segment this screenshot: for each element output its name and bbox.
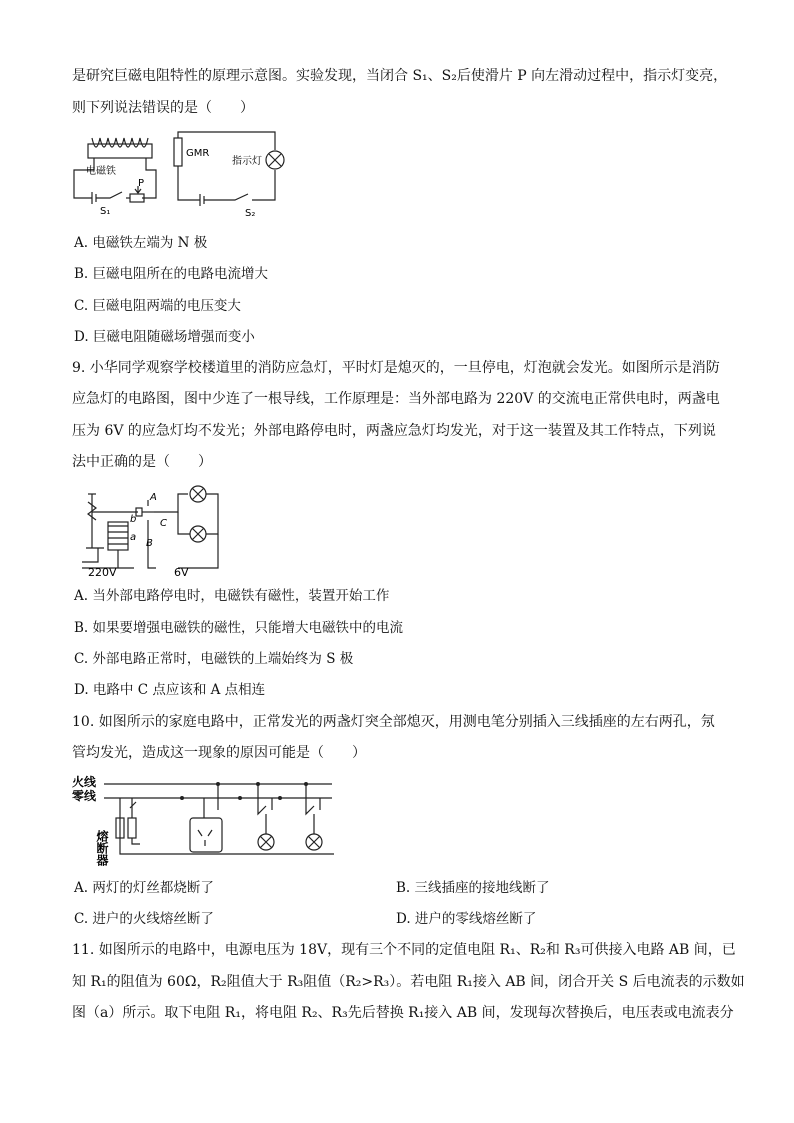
q10-option-d: D. 进户的零线熔丝断了 (396, 911, 537, 927)
electromagnet-label: 电磁铁 (86, 166, 116, 177)
q9-option-c: C. 外部电路正常时，电磁铁的上端始终为 S 极 (74, 651, 354, 667)
fuse-label: 熔断器 (95, 830, 109, 866)
q9-option-b: B. 如果要增强电磁铁的磁性，只能增大电磁铁中的电流 (74, 620, 404, 636)
q9-emergency-light-figure (78, 482, 228, 578)
q9-option-d: D. 电路中 C 点应该和 A 点相连 (74, 682, 266, 698)
q8-option-a: A. 电磁铁左端为 N 极 (74, 235, 208, 251)
q8-option-c: C. 巨磁电阻两端的电压变大 (74, 298, 241, 314)
q8-gmr-circuit-figure (70, 128, 290, 218)
label-c: C (160, 518, 167, 529)
neutral-wire-label: 零线 (72, 789, 97, 803)
q10-option-c: C. 进户的火线熔丝断了 (74, 911, 214, 927)
switch-s2-label: S₂ (245, 208, 256, 218)
q9-text-line-4: 法中正确的是（ ） (72, 454, 212, 470)
switch-s1-label: S₁ (100, 206, 111, 217)
q10-option-a: A. 两灯的灯丝都烧断了 (74, 880, 214, 896)
label-a-lower: a (130, 532, 137, 543)
label-6v: 6V (174, 566, 189, 578)
gmr-label: GMR (186, 148, 210, 159)
q11-text-line-2: 知 R₁的阻值为 60Ω，R₂阻值大于 R₃阻值（R₂>R₃）。若电阻 R₁接入 AB 间，闭合开关 S 后电流表的示数如 (72, 974, 745, 990)
label-a-upper: A (150, 492, 157, 503)
q9-text-line-2: 应急灯的电路图，图中少连了一根导线，工作原理是：当外部电路为 220V 的交流电正常供电时，两盏电 (72, 391, 720, 407)
q9-option-a: A. 当外部电路停电时，电磁铁有磁性，装置开始工作 (74, 588, 390, 604)
q9-text-line-3: 压为 6V 的应急灯均不发光；外部电路停电时，两盏应急灯均发光，对于这一装置及其工作特点，下列说 (72, 423, 716, 439)
q10-text-line-2: 管均发光，造成这一现象的原因可能是（ ） (72, 745, 366, 761)
label-b-upper: B (146, 538, 153, 549)
q10-household-circuit-figure (70, 774, 340, 866)
slider-p-label: P (138, 178, 145, 189)
label-b-lower: b (130, 514, 137, 525)
q10-text-line-1: 10. 如图所示的家庭电路中，正常发光的两盏灯突全部熄灭，用测电笔分别插入三线插座的左右两孔，氖 (72, 714, 715, 730)
q11-text-line-1: 11. 如图所示的电路中，电源电压为 18V，现有三个不同的定值电阻 R₁、R₂和 R₃可供接入电路 AB 间，已 (72, 942, 736, 958)
q9-text-line-1: 9. 小华同学观察学校楼道里的消防应急灯，平时灯是熄灭的，一旦停电，灯泡就会发光。如图所示是消防 (72, 360, 720, 376)
q11-text-line-3: 图（a）所示。取下电阻 R₁，将电阻 R₂、R₃先后替换 R₁接入 AB 间，发现每次替换后，电压表或电流表分 (72, 1005, 734, 1021)
q8-text-line-1: 是研究巨磁电阻特性的原理示意图。实验发现，当闭合 S₁、S₂后使滑片 P 向左滑动过程中，指示灯变亮， (72, 68, 728, 84)
q8-text-line-2: 则下列说法错误的是（ ） (72, 100, 254, 116)
lamp-label: 指示灯 (232, 156, 262, 167)
live-wire-label: 火线 (72, 775, 97, 789)
q8-option-b: B. 巨磁电阻所在的电路电流增大 (74, 266, 269, 282)
q10-option-b: B. 三线插座的接地线断了 (396, 880, 550, 896)
label-220v: 220V (88, 566, 117, 578)
q8-option-d: D. 巨磁电阻随磁场增强而变小 (74, 329, 255, 345)
